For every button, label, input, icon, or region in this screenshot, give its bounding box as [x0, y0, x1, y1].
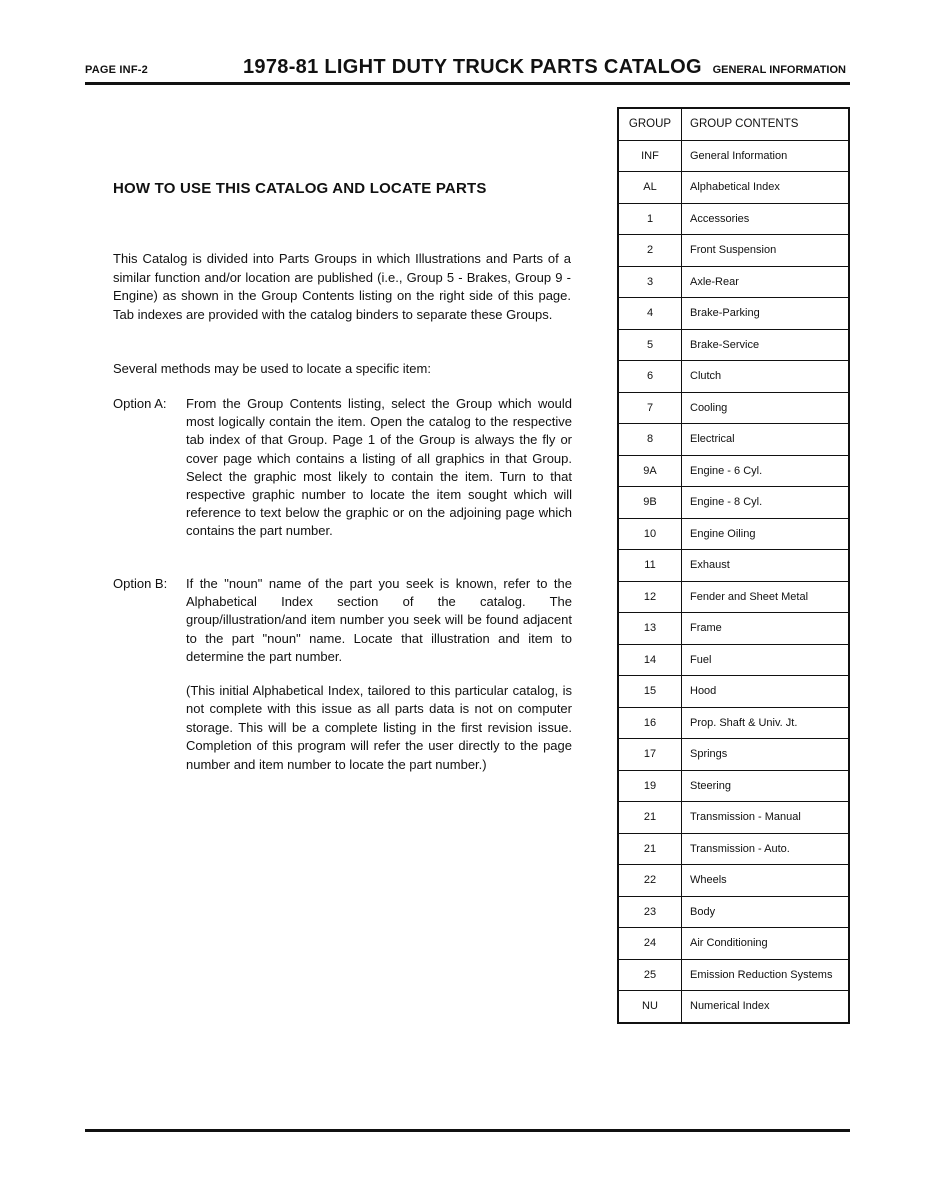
group-code: 12: [618, 581, 682, 613]
group-code: 4: [618, 298, 682, 330]
group-code: AL: [618, 172, 682, 204]
section-name: GENERAL INFORMATION: [712, 64, 846, 76]
group-code: 25: [618, 959, 682, 991]
group-contents: Engine Oiling: [682, 518, 850, 550]
group-contents: Brake-Parking: [682, 298, 850, 330]
table-row: [618, 361, 849, 393]
group-code: 22: [618, 865, 682, 897]
page-header: [85, 58, 850, 84]
group-contents: Springs: [682, 739, 850, 771]
group-contents: Axle-Rear: [682, 266, 850, 298]
group-contents: Fender and Sheet Metal: [682, 581, 850, 613]
table-row: [618, 613, 849, 645]
table-row: [618, 298, 849, 330]
table-row: [618, 266, 849, 298]
group-code: 2: [618, 235, 682, 267]
group-code: 7: [618, 392, 682, 424]
option-a-text: From the Group Contents listing, select the Group which would most logically contain the item. Open the catalog to the respective tab index of that Group. Page 1 of the Group is always the fly or cover page which contains a listing of all graphics in that Group. Select the graphic most likely to contain the item. Turn to that respective graphic number to locate the item sought which will reference to text below the graphic or on the adjoining page which contains the part number.: [186, 396, 572, 539]
option-b-label: Option B:: [113, 576, 168, 591]
group-contents: Engine - 6 Cyl.: [682, 455, 850, 487]
group-rows: [618, 140, 849, 1023]
group-contents: Emission Reduction Systems: [682, 959, 850, 991]
group-contents: General Information: [682, 140, 850, 172]
group-code: 24: [618, 928, 682, 960]
group-contents: Cooling: [682, 392, 850, 424]
header-rule: [85, 82, 850, 85]
group-code: 19: [618, 770, 682, 802]
table-row: [618, 172, 849, 204]
group-contents: Transmission - Manual: [682, 802, 850, 834]
group-contents: Exhaust: [682, 550, 850, 582]
group-contents: Alphabetical Index: [682, 172, 850, 204]
table-row: [618, 518, 849, 550]
group-contents: Fuel: [682, 644, 850, 676]
table-row: [618, 739, 849, 771]
footer-rule: [85, 1129, 850, 1132]
group-code: INF: [618, 140, 682, 172]
group-contents: Prop. Shaft & Univ. Jt.: [682, 707, 850, 739]
table-row: [618, 959, 849, 991]
group-code: 23: [618, 896, 682, 928]
page-number: PAGE INF-2: [85, 64, 148, 76]
group-code: 5: [618, 329, 682, 361]
group-code: 17: [618, 739, 682, 771]
group-contents: Accessories: [682, 203, 850, 235]
group-contents: Brake-Service: [682, 329, 850, 361]
group-contents: Body: [682, 896, 850, 928]
group-contents-table: [617, 107, 850, 1024]
group-contents: Front Suspension: [682, 235, 850, 267]
group-code: 13: [618, 613, 682, 645]
group-contents: Transmission - Auto.: [682, 833, 850, 865]
group-code: 15: [618, 676, 682, 708]
group-code: 8: [618, 424, 682, 456]
group-code: 21: [618, 802, 682, 834]
table-row: [618, 707, 849, 739]
group-code: 3: [618, 266, 682, 298]
table-row: [618, 424, 849, 456]
group-code: 10: [618, 518, 682, 550]
option-b-text: If the "noun" name of the part you seek is known, refer to the Alphabetical Index section of the catalog. The group/illustration/and item number you seek will be found adjacent to the part "noun" name. Locate that illustration and item to determine the part number.: [186, 576, 572, 664]
methods-paragraph: Several methods may be used to locate a specific item:: [113, 361, 431, 376]
section-heading: HOW TO USE THIS CATALOG AND LOCATE PARTS: [113, 180, 487, 197]
table-row: [618, 235, 849, 267]
table-row: [618, 329, 849, 361]
group-contents: Numerical Index: [682, 991, 850, 1023]
group-code: 14: [618, 644, 682, 676]
group-contents: Hood: [682, 676, 850, 708]
group-code: NU: [618, 991, 682, 1023]
option-b-note: (This initial Alphabetical Index, tailored to this particular catalog, is not complete with this issue as all parts data is not on computer storage. This will be a complete listing in the first revision issue. Completion of this program will refer the user directly to the page number and item number to locate the part number.): [186, 683, 572, 772]
group-contents: Steering: [682, 770, 850, 802]
group-contents: Wheels: [682, 865, 850, 897]
group-code: 11: [618, 550, 682, 582]
catalog-title: 1978-81 LIGHT DUTY TRUCK PARTS CATALOG: [243, 56, 702, 78]
table-row: [618, 203, 849, 235]
group-contents: Frame: [682, 613, 850, 645]
table-row: [618, 991, 849, 1023]
option-a-label: Option A:: [113, 396, 167, 411]
group-code: 6: [618, 361, 682, 393]
group-code: 9B: [618, 487, 682, 519]
table-row: [618, 392, 849, 424]
group-contents: Air Conditioning: [682, 928, 850, 960]
table-row: [618, 865, 849, 897]
intro-paragraph: This Catalog is divided into Parts Groups in which Illustrations and Parts of a similar function and/or location are published (i.e., Group 5 - Brakes, Group 9 - Engine) as shown in the Group Contents listing on the right side of this page. Tab indexes are provided with the catalog binders to separate these Groups.: [113, 251, 571, 322]
table-row: [618, 802, 849, 834]
group-code: 9A: [618, 455, 682, 487]
group-code: 21: [618, 833, 682, 865]
table-row: [618, 581, 849, 613]
contents-column-header: GROUP CONTENTS: [682, 108, 850, 140]
table-row: [618, 928, 849, 960]
group-code: 16: [618, 707, 682, 739]
group-column-header: GROUP: [618, 108, 682, 140]
group-contents: Engine - 8 Cyl.: [682, 487, 850, 519]
table-row: [618, 770, 849, 802]
table-row: [618, 833, 849, 865]
table-row: [618, 140, 849, 172]
group-code: 1: [618, 203, 682, 235]
table-row: [618, 896, 849, 928]
table-row: [618, 644, 849, 676]
table-row: [618, 455, 849, 487]
table-row: [618, 487, 849, 519]
group-contents: Clutch: [682, 361, 850, 393]
table-row: [618, 550, 849, 582]
table-header-row: [618, 108, 849, 140]
table-row: [618, 676, 849, 708]
group-contents: Electrical: [682, 424, 850, 456]
